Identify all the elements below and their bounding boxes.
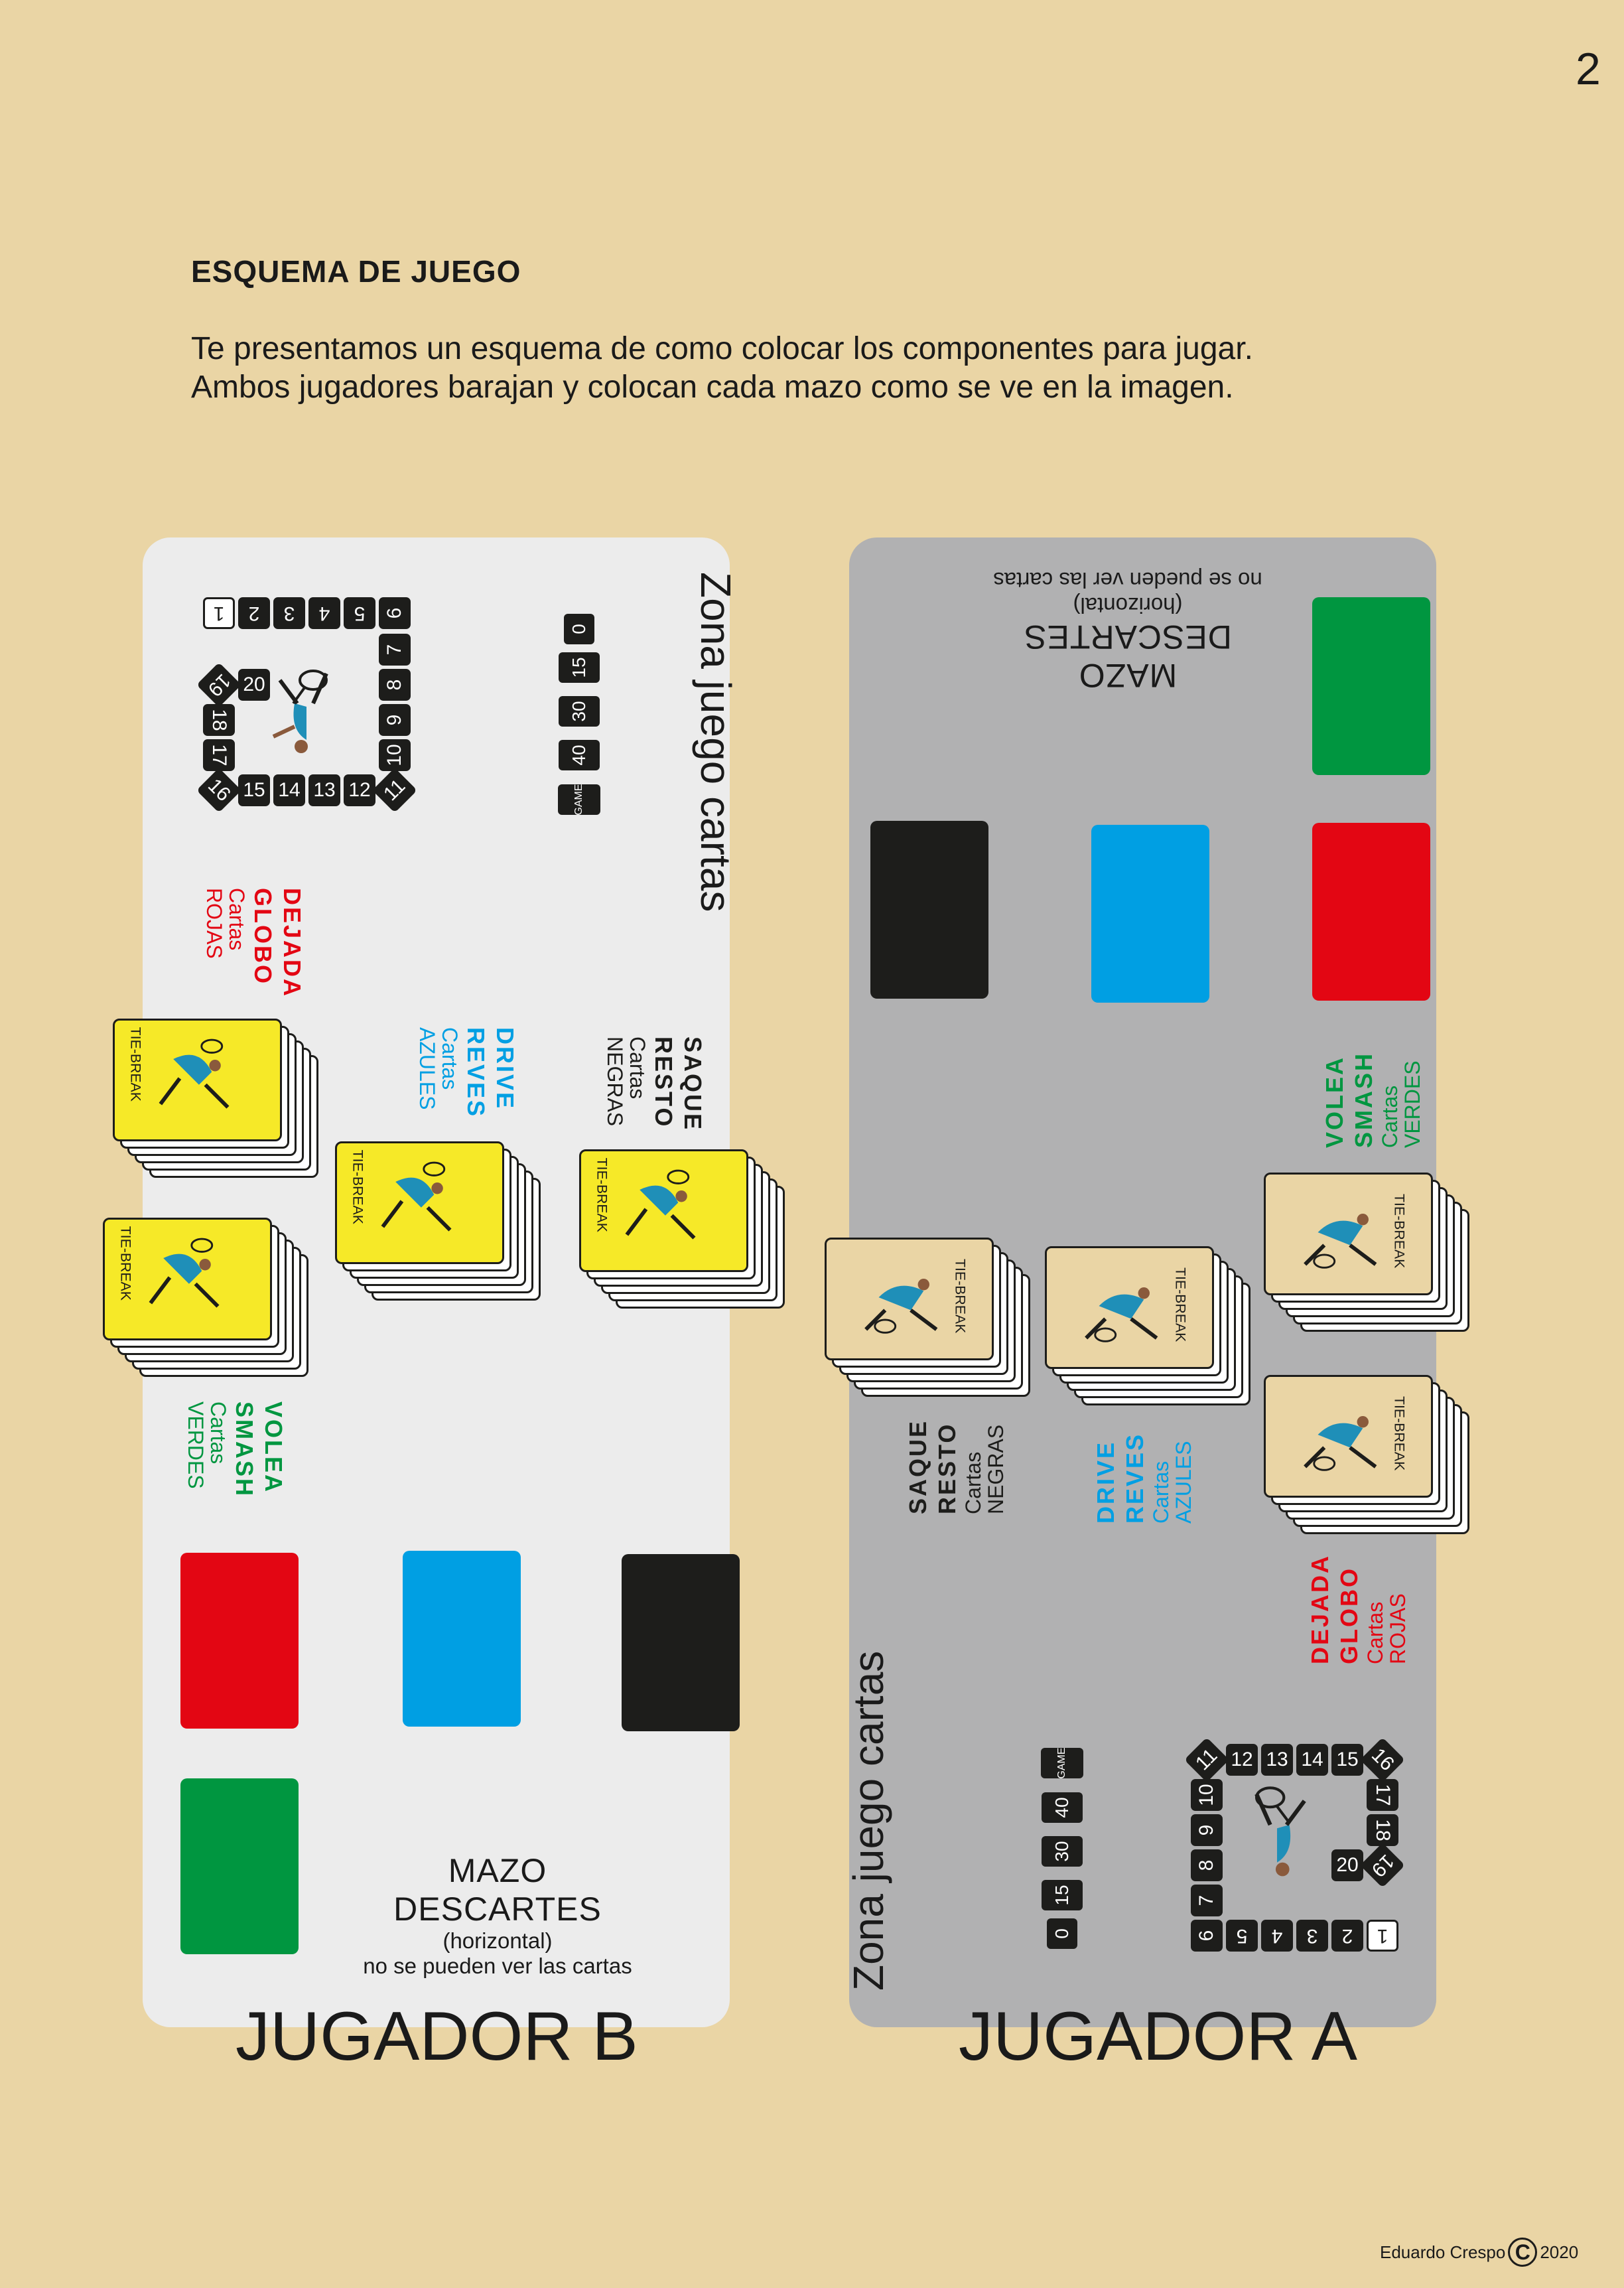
card-face <box>579 1149 748 1272</box>
mazo-line1: MAZO <box>448 1852 547 1889</box>
track-cell-4: 4 <box>308 597 340 629</box>
card-brand: TIE-BREAK <box>127 1027 144 1102</box>
score-40: 40 <box>559 740 600 770</box>
track-cell-2: 2 <box>1331 1920 1363 1952</box>
deck-label-line2: REVES <box>1121 1432 1148 1524</box>
mazo-line4: no se pueden ver las cartas <box>993 568 1262 593</box>
mazo-line3: (horizontal) <box>1073 593 1183 618</box>
track-cell-15: 15 <box>238 774 270 806</box>
score-15: 15 <box>1042 1880 1083 1910</box>
tennis-player-icon <box>105 1220 270 1338</box>
track-cell-13: 13 <box>308 774 340 806</box>
track-cell-12: 12 <box>344 774 375 806</box>
deck-label-azules-a <box>1091 1433 1195 1524</box>
track-cell-4: 4 <box>1261 1920 1293 1952</box>
tennis-player-icon <box>260 660 353 766</box>
intro-line-2: Ambos jugadores barajan y colocan cada mazo como se ve en la imagen. <box>191 370 1234 405</box>
discard-pile-label-b <box>352 1851 643 1979</box>
score-bar-player-a <box>1047 1742 1077 1949</box>
score-15: 15 <box>559 652 600 683</box>
track-cell-16: 16 <box>196 768 241 813</box>
deck-label-line3: Cartas <box>961 1451 985 1514</box>
track-cell-14: 14 <box>1296 1744 1328 1776</box>
track-cell-1: 1 <box>203 597 235 629</box>
intro-text <box>191 330 1253 407</box>
track-cell-18: 18 <box>1367 1814 1398 1846</box>
score-game: GAME <box>1041 1748 1083 1778</box>
tennis-player-icon <box>1266 1175 1431 1293</box>
track-cell-18: 18 <box>203 704 235 736</box>
card-brand: TIE-BREAK <box>1172 1267 1189 1342</box>
deck-label-line3: Cartas <box>1363 1601 1387 1664</box>
track-cell-7: 7 <box>379 634 411 666</box>
track-cell-13: 13 <box>1261 1744 1293 1776</box>
intro-line-1: Te presentamos un esquema de como colocar los componentes para jugar. <box>191 331 1253 366</box>
deck-label-line3: Cartas <box>206 1401 230 1465</box>
track-cell-20: 20 <box>238 669 270 701</box>
mazo-line4: no se pueden ver las cartas <box>363 1954 632 1978</box>
track-cell-2: 2 <box>238 597 270 629</box>
deck-label-line2: RESTO <box>650 1037 677 1129</box>
score-40: 40 <box>1042 1792 1083 1823</box>
deck-green-player-a[interactable] <box>1312 597 1430 775</box>
deck-label-line4: ROJAS <box>202 888 226 959</box>
tennis-player-icon <box>581 1151 746 1270</box>
track-cell-8: 8 <box>379 669 411 701</box>
card-face <box>103 1218 272 1340</box>
track-cell-9: 9 <box>1191 1814 1223 1846</box>
deck-label-negras-a <box>904 1419 1007 1514</box>
copyright-icon: C <box>1508 2238 1537 2267</box>
track-cell-8: 8 <box>1191 1849 1223 1881</box>
card-brand: TIE-BREAK <box>594 1157 610 1232</box>
score-track-player-a <box>1187 1744 1426 1969</box>
track-cell-19: 19 <box>196 662 241 707</box>
tennis-player-icon <box>1047 1248 1212 1367</box>
track-cell-11: 11 <box>1184 1737 1229 1782</box>
track-cell-17: 17 <box>1367 1779 1398 1811</box>
deck-label-line2: SMASH <box>1350 1051 1377 1148</box>
track-cell-17: 17 <box>203 739 235 771</box>
card-face <box>1045 1246 1214 1369</box>
deck-label-line2: SMASH <box>231 1401 258 1498</box>
card-face <box>1264 1173 1433 1295</box>
deck-label-line4: NEGRAS <box>603 1037 627 1127</box>
track-cell-15: 15 <box>1331 1744 1363 1776</box>
deck-label-line4: VERDES <box>184 1401 208 1489</box>
deck-label-line4: AZULES <box>415 1027 439 1110</box>
tennis-player-icon <box>337 1143 502 1262</box>
track-cell-20: 20 <box>1331 1849 1363 1881</box>
deck-label-rojas-a <box>1306 1554 1409 1664</box>
deck-label-line2: RESTO <box>933 1422 961 1514</box>
deck-label-verdes-a <box>1320 1052 1424 1148</box>
deck-label-line1: SAQUE <box>904 1419 931 1514</box>
deck-black-player-a[interactable] <box>870 821 988 999</box>
player-a-zone-title: Zona juego cartas <box>845 1650 892 1991</box>
card-face <box>825 1238 994 1360</box>
deck-label-line2: GLOBO <box>1335 1567 1363 1664</box>
card-face <box>335 1141 504 1264</box>
track-cell-14: 14 <box>273 774 305 806</box>
score-game: GAME <box>558 784 600 815</box>
card-brand: TIE-BREAK <box>1391 1396 1408 1471</box>
deck-label-line3: Cartas <box>1149 1461 1173 1524</box>
player-b-label: JUGADOR B <box>236 1998 638 2075</box>
deck-label-line4: ROJAS <box>1386 1593 1410 1664</box>
tennis-player-icon <box>1266 1377 1431 1496</box>
footer-author: Eduardo Crespo <box>1380 2242 1506 2262</box>
deck-blue-player-a[interactable] <box>1091 825 1209 1003</box>
tennis-player-icon <box>115 1021 280 1139</box>
tennis-player-icon <box>1227 1780 1327 1890</box>
mazo-line2: DESCARTES <box>1024 618 1232 656</box>
track-cell-12: 12 <box>1226 1744 1258 1776</box>
deck-red-player-a[interactable] <box>1312 823 1430 1001</box>
deck-label-line2: GLOBO <box>249 888 277 985</box>
deck-label-line4: NEGRAS <box>984 1424 1008 1514</box>
deck-label-negras-b <box>604 1037 707 1131</box>
deck-label-line4: AZULES <box>1172 1441 1195 1524</box>
track-cell-10: 10 <box>379 739 411 771</box>
deck-label-line1: DEJADA <box>1306 1553 1333 1664</box>
track-cell-7: 7 <box>1191 1885 1223 1916</box>
page-number: 2 <box>1576 44 1601 94</box>
card-brand: TIE-BREAK <box>117 1226 134 1301</box>
deck-label-line1: DRIVE <box>1092 1440 1119 1524</box>
track-cell-1: 1 <box>1367 1920 1398 1952</box>
track-cell-6: 6 <box>379 597 411 629</box>
score-0: 0 <box>1047 1918 1077 1949</box>
track-cell-5: 5 <box>344 597 375 629</box>
mazo-line1: MAZO <box>1078 657 1178 694</box>
deck-label-azules-b <box>416 1027 519 1118</box>
score-0: 0 <box>564 614 594 644</box>
player-b-zone-title: Zona juego cartas <box>692 572 740 912</box>
deck-red-player-b[interactable] <box>180 1553 299 1729</box>
track-cell-9: 9 <box>379 704 411 736</box>
footer-credit <box>1380 2238 1578 2267</box>
track-cell-3: 3 <box>273 597 305 629</box>
track-cell-3: 3 <box>1296 1920 1328 1952</box>
discard-pile-label-a <box>955 567 1300 695</box>
deck-label-line1: DRIVE <box>492 1027 519 1111</box>
section-heading: ESQUEMA DE JUEGO <box>191 254 521 289</box>
deck-label-line1: DEJADA <box>279 888 306 999</box>
track-cell-11: 11 <box>372 768 417 813</box>
track-cell-10: 10 <box>1191 1779 1223 1811</box>
track-cell-6: 6 <box>1191 1920 1223 1952</box>
card-brand: TIE-BREAK <box>952 1259 969 1334</box>
footer-year: 2020 <box>1540 2242 1579 2262</box>
mazo-line2: DESCARTES <box>393 1891 602 1928</box>
deck-label-verdes-b <box>184 1401 288 1498</box>
card-face <box>113 1019 282 1141</box>
card-brand: TIE-BREAK <box>350 1149 366 1224</box>
tennis-player-icon <box>827 1240 992 1358</box>
deck-label-line1: VOLEA <box>1321 1055 1348 1148</box>
deck-label-line3: Cartas <box>438 1027 462 1090</box>
deck-label-line2: REVES <box>462 1027 490 1119</box>
track-cell-16: 16 <box>1360 1737 1405 1782</box>
score-30: 30 <box>559 696 600 727</box>
mazo-line3: (horizontal) <box>442 1928 553 1953</box>
score-bar-player-b <box>564 614 594 821</box>
deck-black-player-b[interactable] <box>622 1554 740 1731</box>
track-cell-19: 19 <box>1360 1843 1405 1888</box>
deck-label-line1: SAQUE <box>679 1037 707 1132</box>
score-track-player-b <box>203 597 446 823</box>
deck-label-line1: VOLEA <box>260 1401 287 1494</box>
deck-blue-player-b[interactable] <box>403 1551 521 1727</box>
deck-label-line3: Cartas <box>225 888 249 951</box>
track-cell-5: 5 <box>1226 1920 1258 1952</box>
deck-label-rojas-b <box>203 888 306 998</box>
score-30: 30 <box>1042 1836 1083 1867</box>
deck-label-line3: Cartas <box>1378 1085 1402 1148</box>
player-a-label: JUGADOR A <box>959 1998 1357 2075</box>
deck-label-line3: Cartas <box>626 1037 649 1100</box>
card-face <box>1264 1375 1433 1498</box>
deck-green-player-b[interactable] <box>180 1778 299 1954</box>
card-brand: TIE-BREAK <box>1391 1194 1408 1269</box>
deck-label-line4: VERDES <box>1400 1060 1424 1148</box>
